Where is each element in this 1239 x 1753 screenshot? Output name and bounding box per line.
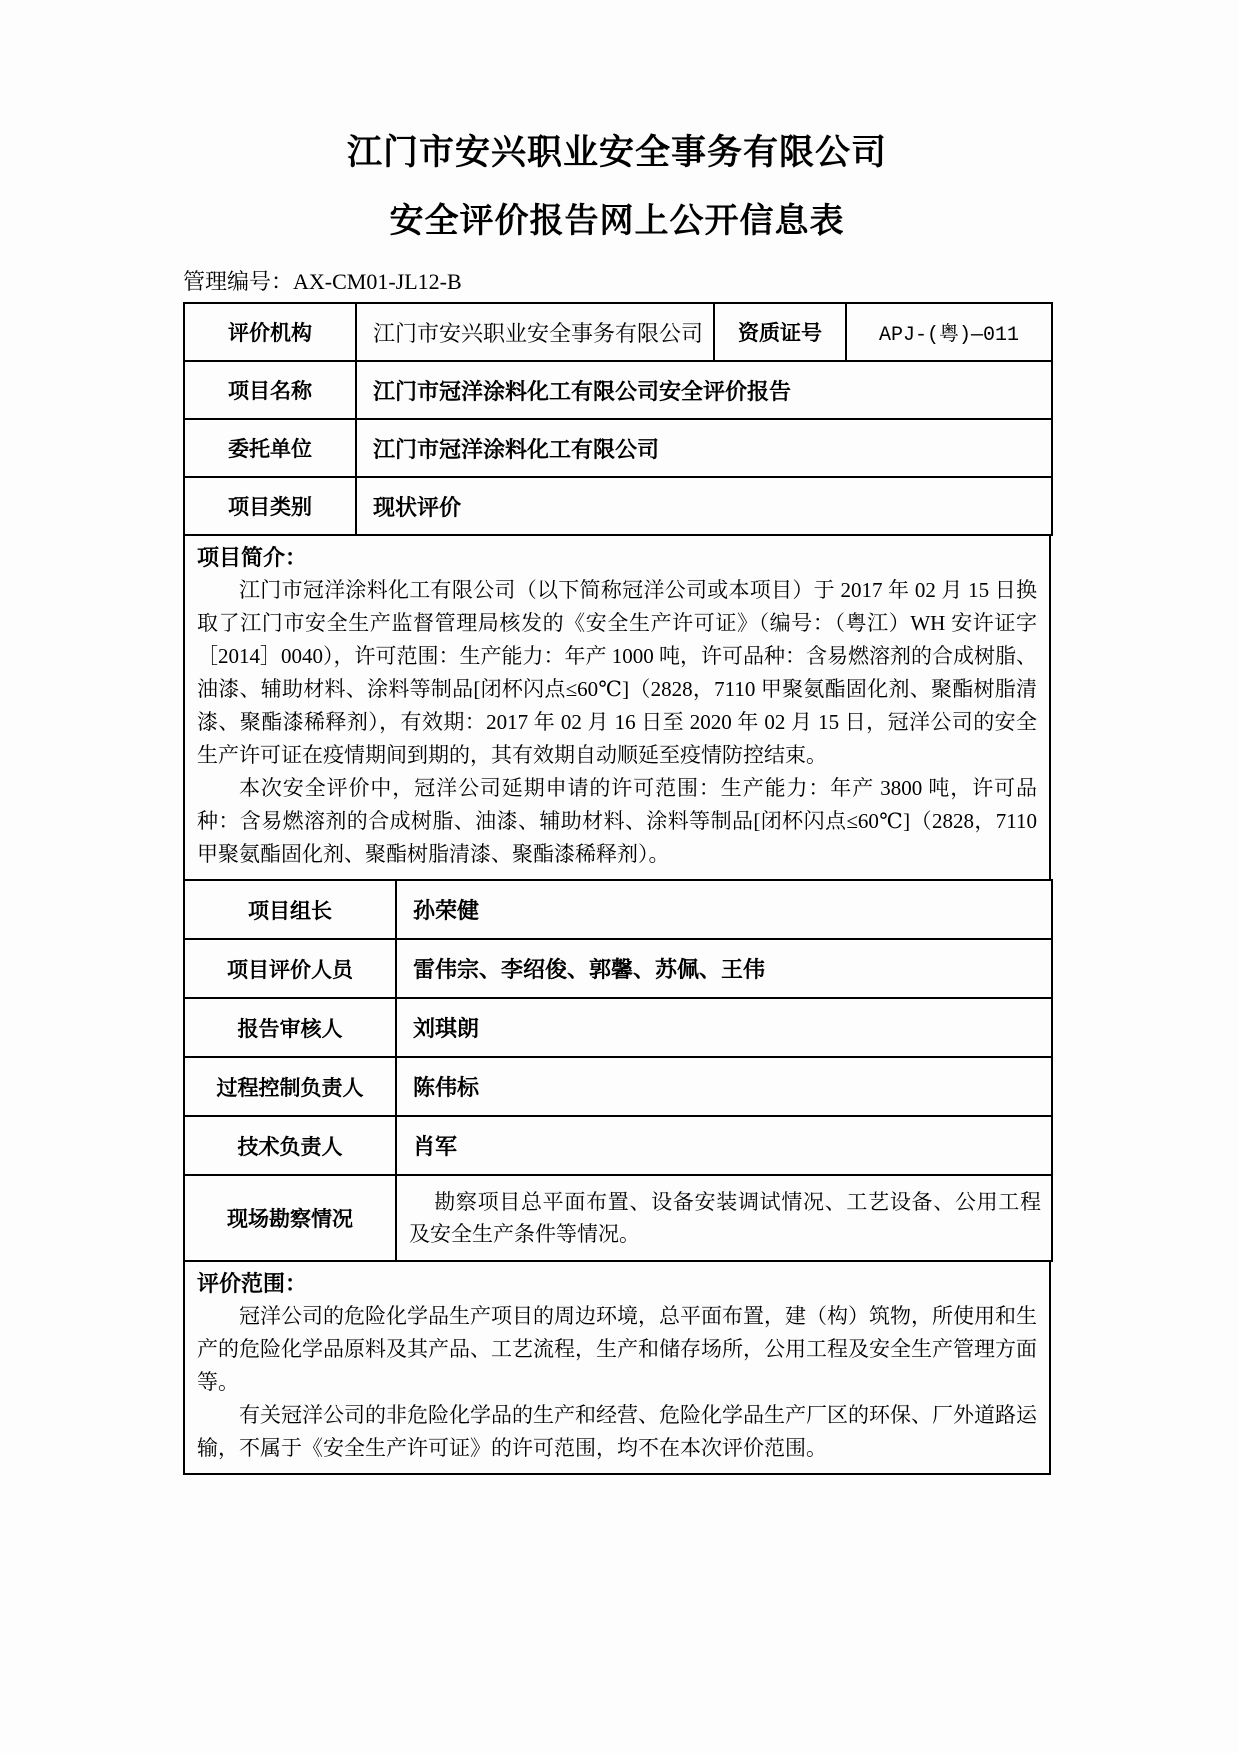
row-label-agency: 评价机构: [184, 303, 356, 361]
evaluation-scope-paragraph-1: 冠洋公司的危险化学品生产项目的周边环境，总平面布置，建（构）筑物，所使用和生产的危险化学品原料及其产品、工艺流程，生产和储存场所，公用工程及安全生产管理方面等。: [197, 1304, 1037, 1394]
project-intro-section: [183, 534, 1051, 881]
info-table: [183, 302, 1053, 536]
row-label-certificate-no: 资质证号: [714, 303, 846, 361]
project-intro-paragraph-1: 江门市冠洋涂料化工有限公司（以下简称冠洋公司或本项目）于 2017 年 02 月 15 日换取了江门市安全生产监督管理局核发的《安全生产许可证》（编号：（粤江）WH 安许证字［2014］0040），许可范围：生产能力：年产 1000 吨，许可品种：含易燃溶剂的合成树脂、油漆、辅助材料、涂料等制品[闭杯闪点≤60℃]（2828，7110 甲聚氨酯固化剂、聚酯树脂清漆、聚酯漆稀释剂），有效期：2017 年 02 月 16 日至 2020 年 02 月 15 日，冠洋公司的安全生产许可证在疫情期间到期的，其有效期自动顺延至疫情防控结束。: [197, 578, 1037, 767]
row-value-project-leader: 孙荣健: [396, 880, 1052, 939]
management-number-line: [183, 268, 1051, 296]
table-row-project-leader: [184, 880, 1052, 939]
evaluation-scope-section: [183, 1260, 1051, 1475]
row-label-evaluators: 项目评价人员: [184, 939, 396, 998]
document-title: 安全评价报告网上公开信息表: [389, 203, 845, 240]
table-row-site-survey: [184, 1175, 1052, 1261]
row-value-technical-lead: 肖军: [396, 1116, 1052, 1175]
row-value-client: 江门市冠洋涂料化工有限公司: [356, 419, 1052, 477]
row-label-process-controller: 过程控制负责人: [184, 1057, 396, 1116]
table-row-project-name: [184, 361, 1052, 419]
row-label-client: 委托单位: [184, 419, 356, 477]
row-value-evaluators: 雷伟宗、李绍俊、郭馨、苏佩、王伟: [396, 939, 1052, 998]
table-row-technical-lead: [184, 1116, 1052, 1175]
table-row-evaluators: [184, 939, 1052, 998]
row-value-project-name: 江门市冠洋涂料化工有限公司安全评价报告: [356, 361, 1052, 419]
document-content: [183, 130, 1051, 1475]
row-value-report-reviewer: 刘琪朗: [396, 998, 1052, 1057]
table-row-project-type: [184, 477, 1052, 535]
row-value-certificate-no: APJ-(粤)—011: [846, 303, 1052, 361]
row-label-project-leader: 项目组长: [184, 880, 396, 939]
evaluation-scope-heading: 评价范围：: [197, 1271, 308, 1296]
project-intro-paragraph-2: 本次安全评价中，冠洋公司延期申请的许可范围：生产能力：年产 3800 吨，许可品种：含易燃溶剂的合成树脂、油漆、辅助材料、涂料等制品[闭杯闪点≤60℃]（2828，7110 甲聚氨酯固化剂、聚酯树脂清漆、聚酯漆稀释剂）。: [197, 776, 1037, 866]
row-label-report-reviewer: 报告审核人: [184, 998, 396, 1057]
row-value-process-controller: 陈伟标: [396, 1057, 1052, 1116]
management-number-label: 管理编号：: [183, 269, 294, 294]
row-value-project-type: 现状评价: [356, 477, 1052, 535]
row-value-site-survey: 勘察项目总平面布置、设备安装调试情况、工艺设备、公用工程及安全生产条件等情况。: [396, 1175, 1052, 1261]
project-intro-heading: 项目简介：: [197, 545, 308, 570]
table-row-process-controller: [184, 1057, 1052, 1116]
management-number-value: AX-CM01-JL12-B: [293, 269, 462, 294]
evaluation-scope-paragraph-2: 有关冠洋公司的非危险化学品的生产和经营、危险化学品生产厂区的环保、厂外道路运输，不属于《安全生产许可证》的许可范围，均不在本次评价范围。: [197, 1403, 1037, 1460]
table-row-report-reviewer: [184, 998, 1052, 1057]
personnel-table: [183, 879, 1053, 1262]
row-label-project-type: 项目类别: [184, 477, 356, 535]
row-value-agency: 江门市安兴职业安全事务有限公司: [356, 303, 714, 361]
row-label-project-name: 项目名称: [184, 361, 356, 419]
table-row-evaluation-agency: [184, 303, 1052, 361]
row-label-site-survey: 现场勘察情况: [184, 1175, 396, 1261]
company-title: 江门市安兴职业安全事务有限公司: [346, 133, 887, 172]
table-row-client: [184, 419, 1052, 477]
row-label-technical-lead: 技术负责人: [184, 1116, 396, 1175]
